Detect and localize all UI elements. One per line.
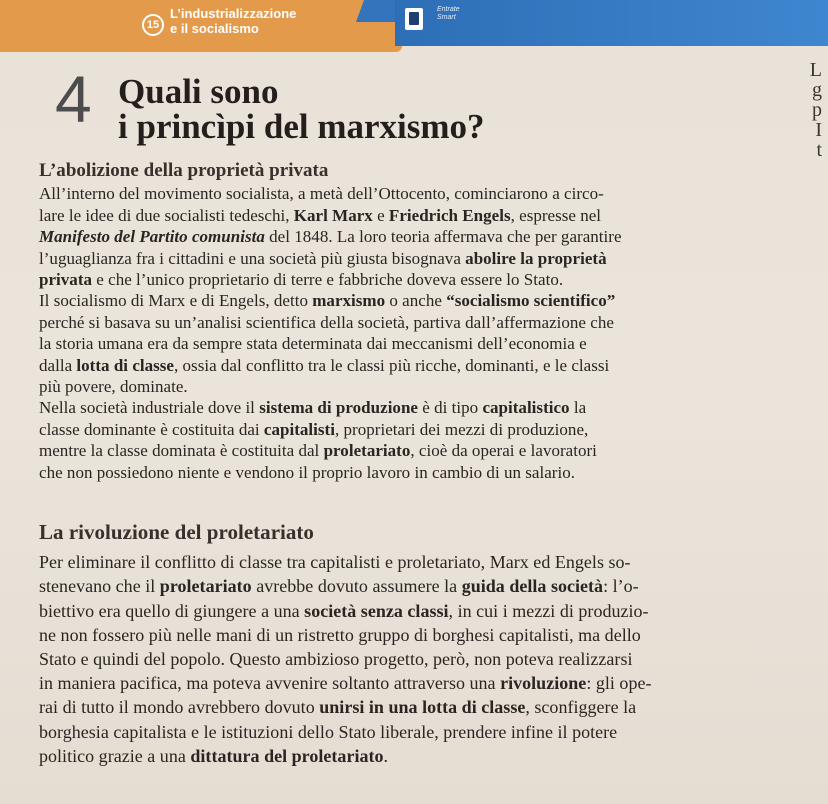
chapter-number-badge: 15 bbox=[142, 14, 164, 36]
bold-text: dittatura del proletariato bbox=[190, 745, 384, 766]
side-letter: p bbox=[812, 99, 822, 121]
text-line: politico grazie a una dittatura del proletariato. bbox=[39, 745, 389, 766]
text-line: privata e che l’unico proprietario di terre e fabbriche doveva essere lo Stato. bbox=[39, 270, 564, 290]
bold-text: proletariato bbox=[323, 441, 411, 461]
chapter-title-line2: e il socialismo bbox=[170, 21, 259, 36]
paragraph-3 bbox=[39, 550, 799, 768]
bold-text: capitalistico bbox=[482, 398, 570, 418]
chapter-title bbox=[170, 6, 370, 36]
section-rivoluzione bbox=[39, 520, 799, 768]
page-title bbox=[118, 74, 485, 144]
text-line: dalla lotta di classe, ossia dal conflitto tra le classi più ricche, dominanti, e le classi bbox=[39, 355, 610, 375]
text-line: ne non fossero più nelle mani di un ristretto gruppo di borghesi capitalisti, ma dello bbox=[39, 624, 641, 645]
text-line: biettivo era quello di giungere a una società senza classi, in cui i mezzi di produzio- bbox=[39, 600, 649, 621]
text-line: Manifesto del Partito comunista del 1848. La loro teoria affermava che per garantire bbox=[39, 227, 622, 247]
adjacent-page-letters bbox=[810, 60, 822, 160]
section-heading-abolizione: L’abolizione della proprietà privata bbox=[39, 160, 329, 181]
bold-text: società senza classi bbox=[304, 600, 449, 621]
paragraph-2 bbox=[39, 397, 799, 483]
book-icon[interactable] bbox=[405, 8, 423, 30]
entrate-smart-label bbox=[437, 6, 460, 22]
text-line: rai di tutto il mondo avrebbero dovuto unirsi in una lotta di classe, sconfiggere la bbox=[39, 697, 637, 718]
section-heading-rivoluzione: La rivoluzione del proletariato bbox=[39, 520, 314, 544]
title-line2: i princìpi del marxismo? bbox=[118, 107, 485, 146]
section-number: 4 bbox=[55, 62, 92, 136]
bold-text: unirsi in una lotta di classe bbox=[319, 697, 526, 718]
side-letter: I bbox=[815, 119, 822, 141]
bold-text: sistema di produzione bbox=[259, 398, 418, 418]
text-line: Nella società industriale dove il sistema di produzione è di tipo capitalistico la bbox=[39, 398, 587, 418]
bold-text: lotta di classe bbox=[76, 355, 174, 375]
text-line: stenevano che il proletariato avrebbe dovuto assumere la guida della società: l’o- bbox=[39, 576, 639, 597]
bold-text: Karl Marx bbox=[293, 205, 373, 225]
bold-text: rivoluzione bbox=[500, 673, 587, 694]
text-line: più povere, dominate. bbox=[39, 377, 188, 397]
bold-text: marxismo bbox=[312, 291, 386, 311]
text-line: in maniera pacifica, ma poteva avvenire soltanto attraverso una rivoluzione: gli ope- bbox=[39, 673, 652, 694]
entrate-label-2: Smart bbox=[437, 14, 456, 21]
bold-text: abolire la proprietà bbox=[465, 248, 607, 268]
text-line: Il socialismo di Marx e di Engels, detto marxismo o anche “socialismo scientifico” bbox=[39, 291, 616, 311]
text-line: All’interno del movimento socialista, a metà dell’Ottocento, cominciarono a circo- bbox=[39, 184, 604, 204]
text-line: mentre la classe dominata è costituita dal proletariato, cioè da operai e lavoratori bbox=[39, 441, 597, 461]
bold-text: Friedrich Engels bbox=[388, 205, 511, 225]
text-line: perché si basava su un’analisi scientifica della società, partiva dall’affermazione che bbox=[39, 312, 614, 332]
bold-text: “socialismo scientifico” bbox=[446, 291, 616, 311]
text-line: che non possiedono niente e vendono il proprio lavoro in cambio di un salario. bbox=[39, 462, 575, 482]
text-line: la storia umana era da sempre stata determinata dai meccanismi dell’economia e bbox=[39, 334, 587, 354]
bold-italic-text: Manifesto del Partito comunista bbox=[39, 227, 265, 247]
bold-text: proletariato bbox=[159, 576, 252, 597]
title-line1: Quali sono bbox=[118, 72, 279, 111]
chapter-title-line1: L’industrializzazione bbox=[170, 6, 297, 21]
entrate-label-1: Entrate bbox=[437, 6, 460, 13]
paragraph-1 bbox=[39, 183, 799, 397]
bold-text: capitalisti bbox=[263, 419, 335, 439]
section-abolizione bbox=[39, 160, 799, 483]
text-line: l’uguaglianza fra i cittadini e una società più giusta bisognava abolire la proprietà bbox=[39, 248, 607, 268]
bold-text: privata bbox=[39, 270, 93, 290]
text-line: Stato e quindi del popolo. Questo ambizioso progetto, però, non poteva realizzarsi bbox=[39, 649, 633, 670]
side-letter: g bbox=[812, 79, 822, 101]
text-line: borghesia capitalista e le istituzioni dello Stato liberale, prendere infine il potere bbox=[39, 721, 618, 742]
side-letter: L bbox=[809, 59, 822, 81]
text-line: classe dominante è costituita dai capitalisti, proprietari dei mezzi di produzione, bbox=[39, 419, 589, 439]
side-letter: t bbox=[816, 139, 822, 161]
bold-text: guida della società bbox=[461, 576, 604, 597]
text-line: lare le idee di due socialisti tedeschi, Karl Marx e Friedrich Engels, espresse nel bbox=[39, 205, 602, 225]
text-line: Per eliminare il conflitto di classe tra capitalisti e proletariato, Marx ed Engels so- bbox=[39, 552, 631, 573]
